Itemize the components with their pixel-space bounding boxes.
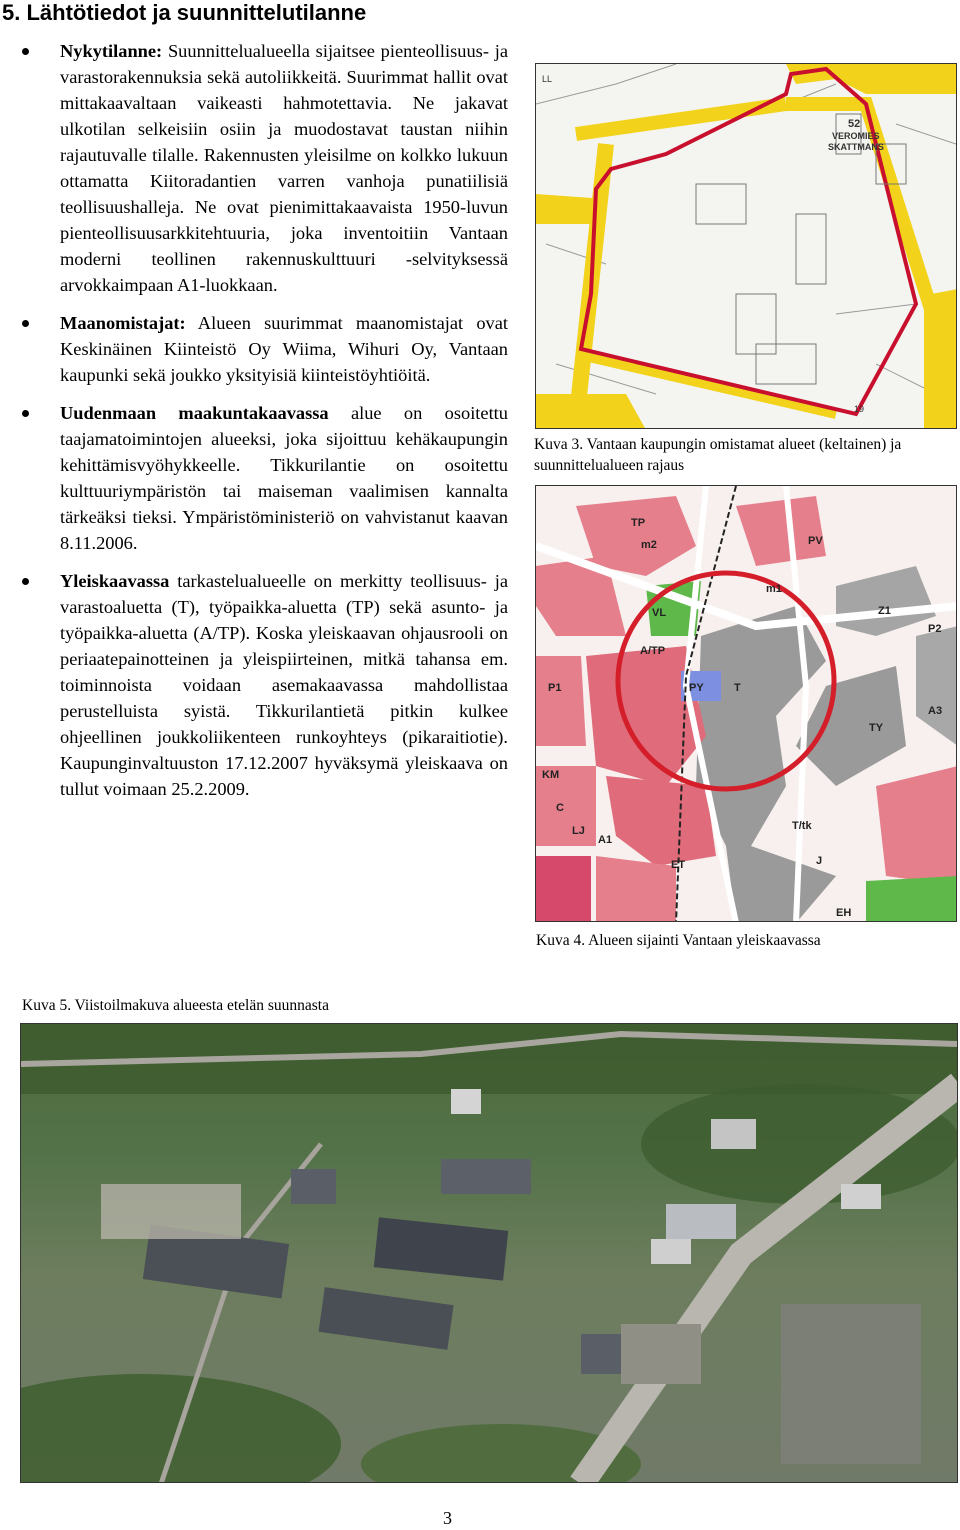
master-plan-figure — [535, 485, 957, 922]
zone-green — [866, 876, 957, 922]
bullet-master-plan — [22, 568, 508, 802]
owned-area-south — [536, 394, 646, 429]
bullet-term: Maanomistajat: — [60, 313, 186, 333]
building-roof — [666, 1204, 736, 1239]
aerial-photo — [21, 1024, 958, 1483]
bullet-term: Nykytilanne: — [60, 41, 163, 61]
map-label: LL — [542, 74, 553, 84]
bullet-landowners — [22, 310, 508, 388]
zone-label: m1 — [766, 583, 782, 595]
zone-label: TP — [631, 517, 646, 529]
bullet-term: Uudenmaan maakuntakaavassa — [60, 403, 329, 423]
warehouse-roof — [291, 1169, 336, 1204]
zone-industrial — [836, 566, 936, 636]
figure-5-caption: Kuva 5. Viistoilmakuva alueesta etelän suunnasta — [22, 997, 329, 1014]
map-label: 19 — [854, 404, 865, 414]
zone-workplace — [536, 656, 586, 746]
zone-label: PY — [689, 682, 704, 694]
zone-label: P1 — [548, 682, 562, 694]
map-label: 52 — [848, 118, 861, 130]
zone-label: A/TP — [640, 645, 666, 657]
parking-lot — [621, 1324, 701, 1384]
ownership-map-figure — [535, 63, 957, 429]
bullet-list — [22, 38, 508, 814]
bullet-term: Yleiskaavassa — [60, 571, 170, 591]
map-label: SKATTMANS — [828, 142, 884, 152]
zone-industrial — [916, 626, 957, 746]
parking-lot — [101, 1184, 241, 1239]
zone-label: VL — [652, 607, 667, 619]
page-number: 3 — [443, 1508, 452, 1528]
zone-workplace — [876, 766, 957, 886]
zone-label: KM — [542, 769, 560, 781]
building-roof — [651, 1239, 691, 1264]
zone-label: P2 — [928, 623, 942, 635]
zone-label: PV — [808, 535, 823, 547]
bullet-icon — [22, 410, 29, 417]
map-label: VEROMIES — [832, 131, 880, 141]
zone-label: EH — [836, 907, 852, 919]
zone-workplace — [736, 496, 826, 566]
zone-industrial — [796, 666, 906, 786]
warehouse-roof — [319, 1287, 454, 1350]
ownership-map — [536, 64, 957, 429]
zone-label: J — [816, 855, 823, 867]
building-roof — [781, 1304, 921, 1464]
warehouse-roof — [374, 1217, 509, 1280]
zone-label: TY — [869, 722, 884, 734]
figure-4-caption: Kuva 4. Alueen sijainti Vantaan yleiskaavassa — [536, 932, 821, 949]
bullet-text: tarkastelualueelle on merkitty teollisuus- ja varastoaluetta (T), työpaikka-aluetta (TP) sekä asunto- ja työpaikka-aluetta (A/TP). Koska yleiskaavan ohjausrooli on periaatepainotteinen ja yleispiirteinen, mitkä tahansa em. toiminnoista voidaan asemakaavassa mahdollistaa perustelluista syistä. Tikkurilantietä pitkin kulkee ohjeellinen joukkoliikenteen runkoyhteys (pikaraitiotie). Kaupunginvaltuuston 17.12.2007 hyväksymä yleiskaava on tullut voimaan 25.2.2009. — [60, 571, 508, 799]
zone-label: C — [556, 802, 564, 814]
figure-3-caption: Kuva 3. Vantaan kaupungin omistamat alueet (keltainen) ja suunnittelualueen rajaus — [534, 436, 902, 474]
bullet-icon — [22, 578, 29, 585]
warehouse-roof — [441, 1159, 531, 1194]
bullet-text: Suunnittelualueella sijaitsee pienteollisuus- ja varastorakennuksia sekä autoliikkeitä. Suurimmat hallit ovat mittakaavaltaan vaikeasti hahmotettavia. Ne jakavat ulkotilan selkeisiin osiin ja muodostavat taustan niihin rajautuvalle tilalle. Rakennusten yleisilme on kolkko lukuun ottamatta Kiitoradantien varren vanhoja punatiilisiä teollisuushalleja. Ne ovat pienimittakaavaista 1950-luvun pienteollisuusarkkitehtuuria, joka inventoitiin Vantaan moderni teollinen rakennuskulttuuri -selvityksessä arvokkaimpaan A1-luokkaan. — [60, 41, 508, 295]
zone-workplace — [596, 856, 676, 922]
zone-label: T/tk — [792, 820, 812, 832]
building-roof — [711, 1119, 756, 1149]
bullet-text: Alueen suurimmat maanomistajat ovat Keskinäinen Kiinteistö Oy Wiima, Wihuri Oy, Vantaan kaupunki sekä joukko yksityisiä kiinteistöyhtiöitä. — [60, 313, 508, 385]
bullet-text: alue on osoitettu taajamatoimintojen alueeksi, joka sijoittuu kehäkaupungin kehittämisvyöhykkeelle. Tikkurilantie on osoitettu kulttuuriympäristön tai maiseman vaalimisen kannalta tärkeäksi tieksi. Ympäristöministeriö on vahvistanut kaavan 8.11.2006. — [60, 403, 508, 553]
bullet-icon — [22, 48, 29, 55]
zone-label: m2 — [641, 539, 657, 551]
zone-label: Z1 — [878, 605, 891, 617]
owned-area-north — [786, 64, 957, 94]
section-heading: 5. Lähtötiedot ja suunnittelutilanne — [2, 0, 367, 25]
building-roof — [451, 1089, 481, 1114]
bullet-icon — [22, 320, 29, 327]
building-roof — [841, 1184, 881, 1209]
master-plan-map — [536, 486, 957, 922]
aerial-photo-figure — [20, 1023, 958, 1483]
zone-label: A1 — [598, 834, 613, 846]
zone-label: ET — [671, 859, 686, 871]
zone-residential — [536, 856, 591, 922]
bullet-regional-plan — [22, 400, 508, 556]
zone-label: T — [734, 682, 741, 694]
zone-workplace — [606, 776, 716, 866]
zone-label: LJ — [572, 825, 585, 837]
bullet-current-state — [22, 38, 508, 298]
zone-label: A3 — [928, 705, 943, 717]
